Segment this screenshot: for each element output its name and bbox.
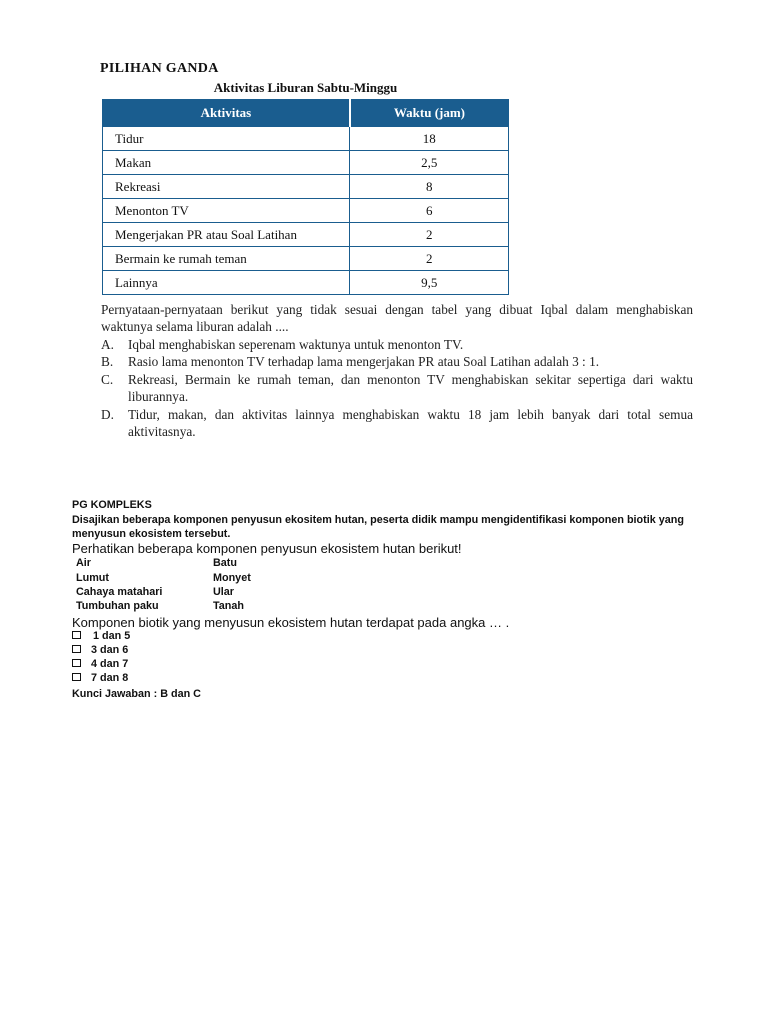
activity-cell: Menonton TV — [103, 199, 350, 223]
header-waktu: Waktu (jam) — [350, 100, 509, 127]
activity-cell: Tidur — [103, 127, 350, 151]
activity-cell: Rekreasi — [103, 175, 350, 199]
question-text: Pernyataan-pernyataan berikut yang tidak sesuai dengan tabel yang dibuat Iqbal dalam menghabiskan waktunya selama liburan adalah .... — [101, 302, 693, 334]
prompt-text: Perhatikan beberapa komponen penyusun ekosistem hutan berikut! — [72, 541, 462, 556]
table-header-row — [103, 100, 509, 127]
checkbox-icon[interactable] — [72, 673, 81, 681]
option-text: Rekreasi, Bermain ke rumah teman, dan menonton TV menghabiskan sekitar sepertiga dari waktu liburannya. — [128, 372, 693, 404]
choice-item[interactable] — [72, 658, 128, 670]
component-item: Monyet — [213, 572, 251, 584]
checkbox-icon[interactable] — [72, 659, 81, 667]
activity-cell: Lainnya — [103, 271, 350, 295]
choice-label: 7 dan 8 — [91, 672, 129, 684]
option-letter: A. — [101, 337, 114, 352]
answer-key: Kunci Jawaban : B dan C — [72, 688, 201, 700]
component-item: Tumbuhan paku — [76, 600, 159, 612]
choice-label: 4 dan 7 — [91, 658, 129, 670]
checkbox-icon[interactable] — [72, 631, 81, 639]
hours-cell: 2,5 — [350, 151, 509, 175]
hours-cell: 2 — [350, 223, 509, 247]
activity-cell: Makan — [103, 151, 350, 175]
choice-item[interactable] — [72, 630, 130, 642]
option-letter: B. — [101, 354, 114, 369]
hours-cell: 9,5 — [350, 271, 509, 295]
table-row — [103, 199, 509, 223]
choice-item[interactable] — [72, 644, 128, 656]
component-item: Cahaya matahari — [76, 586, 163, 598]
activity-cell: Mengerjakan PR atau Soal Latihan — [103, 223, 350, 247]
table-row — [103, 271, 509, 295]
activity-cell: Bermain ke rumah teman — [103, 247, 350, 271]
component-item: Batu — [213, 557, 237, 569]
section-title-pilihan-ganda: PILIHAN GANDA — [100, 61, 219, 76]
choice-item[interactable] — [72, 672, 128, 684]
table-row — [103, 127, 509, 151]
component-item: Lumut — [76, 572, 109, 584]
header-aktivitas: Aktivitas — [103, 100, 350, 127]
hours-cell: 8 — [350, 175, 509, 199]
table-row — [103, 247, 509, 271]
component-item: Ular — [213, 586, 235, 598]
table-title: Aktivitas Liburan Sabtu-Minggu — [213, 80, 398, 95]
checkbox-icon[interactable] — [72, 645, 81, 653]
option-text: Rasio lama menonton TV terhadap lama mengerjakan PR atau Soal Latihan adalah 3 : 1. — [128, 354, 600, 369]
table-row — [103, 175, 509, 199]
option-text: Tidur, makan, dan aktivitas lainnya menghabiskan waktu 18 jam lebih banyak dari total semua aktivitasnya. — [128, 407, 693, 439]
option-text: Iqbal menghabiskan seperenam waktunya untuk menonton TV. — [128, 337, 464, 352]
hours-cell: 6 — [350, 199, 509, 223]
choice-label: 3 dan 6 — [91, 644, 129, 656]
table-row — [103, 151, 509, 175]
component-item: Tanah — [213, 600, 244, 612]
table-row — [103, 223, 509, 247]
option-letter: C. — [101, 372, 114, 387]
component-item: Air — [76, 557, 91, 569]
section-title-pg-kompleks: PG KOMPLEKS — [72, 499, 152, 511]
question-text-2: Komponen biotik yang menyusun ekosistem hutan terdapat pada angka … . — [72, 615, 510, 630]
indicator-text: Disajikan beberapa komponen penyusun ekositem hutan, peserta didik mampu mengidentifikasi komponen biotik yang menyusun ekosistem tersebut. — [72, 514, 684, 540]
hours-cell: 18 — [350, 127, 509, 151]
choice-label: 1 dan 5 — [93, 630, 131, 642]
hours-cell: 2 — [350, 247, 509, 271]
option-letter: D. — [101, 407, 114, 422]
activity-table — [102, 99, 509, 295]
